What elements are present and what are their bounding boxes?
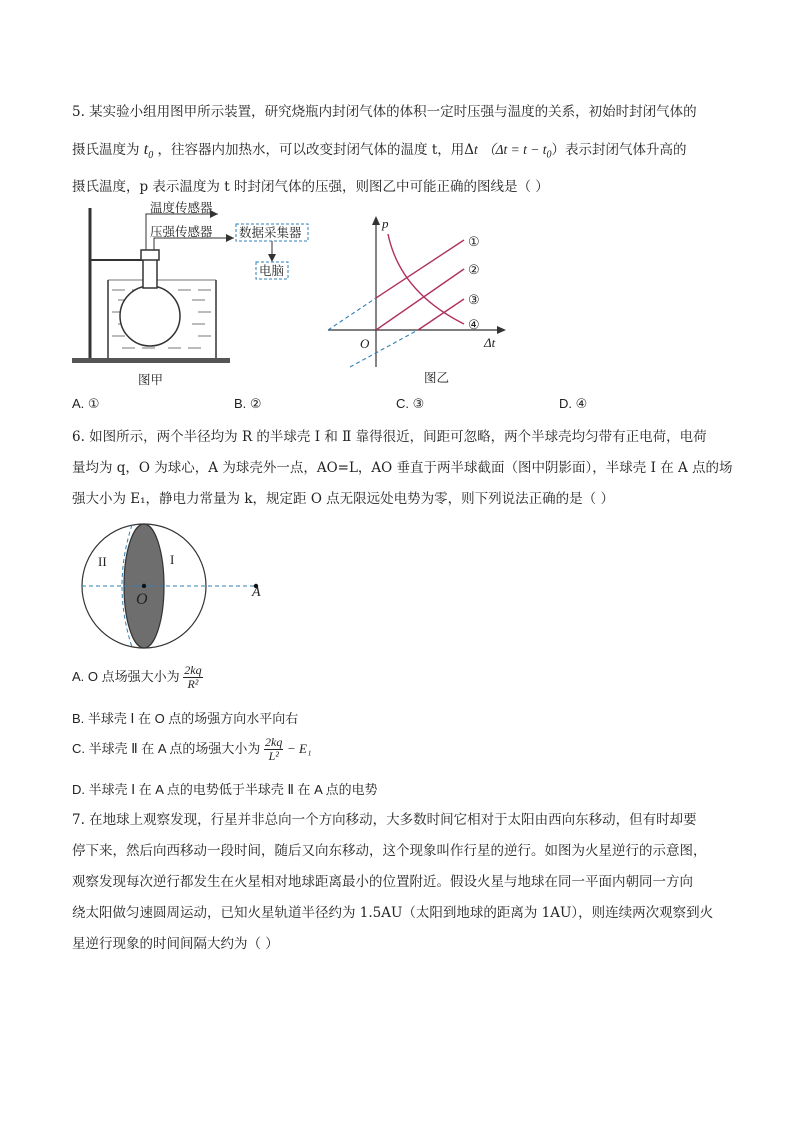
computer-label: 电脑 [259, 264, 285, 278]
label-1: ① [468, 234, 480, 249]
label-4: ④ [468, 317, 480, 332]
label-2: ② [468, 262, 480, 277]
q7-line-4: 绕太阳做匀速圆周运动，已知火星轨道半径约为 1.5AU（太阳到地球的距离为 1AU），则连续两次观察到火 [72, 905, 714, 921]
origin-label: O [360, 336, 370, 351]
q7-line-5: 星逆行现象的时间间隔大约为（ ） [72, 936, 279, 952]
collector-label: 数据采集器 [239, 226, 302, 240]
q6-option-d[interactable]: D. 半球壳 Ⅰ 在 A 点的电势低于半球壳 Ⅱ 在 A 点的电势 [72, 782, 378, 797]
q6-option-b[interactable]: B. 半球壳 Ⅰ 在 O 点的场强方向水平向右 [72, 711, 299, 726]
label-I: I [170, 552, 175, 567]
q5-line-3: 摄氏温度，p 表示温度为 t 时封闭气体的压强，则图乙中可能正确的图线是（ ） [72, 179, 549, 195]
line-3 [418, 299, 464, 330]
q5-option-c[interactable]: C. ③ [396, 396, 425, 411]
q5-line-2d: ）表示封闭气体升高的 [551, 142, 687, 158]
label-II: II [98, 554, 107, 569]
q5-option-a[interactable]: A. ① [72, 396, 100, 411]
figure-yi [320, 212, 520, 392]
q5-line-2a: 摄氏温度为 [72, 142, 140, 158]
label-O: O [136, 591, 148, 608]
q6-option-c[interactable]: C. 半球壳 Ⅱ 在 A 点的场强大小为 $\frac{2kq}{\text{L²}}$ − E₁ [72, 735, 312, 763]
label-A: A [252, 585, 261, 600]
line-2 [376, 269, 464, 330]
q7-line-3: 观察发现每次逆行都发生在火星相对地球距离最小的位置附近。假设火星与地球在同一平面内朝同一方向 [72, 874, 693, 890]
p-axis-label: p [382, 216, 389, 231]
q5-line-2b: ，往容器内加热水，可以改变封闭气体的温度 t，用Δ [157, 142, 475, 158]
q6-line-2: 量均为 q，O 为球心，A 为球壳外一点，AO=L，AO 垂直于两半球截面（图中阴影面），半球壳 Ⅰ 在 A 点的场 [72, 460, 733, 476]
t0-symbol: $t_0$ [143, 141, 154, 162]
figure-jia-caption: 图甲 [138, 373, 164, 387]
q5-line-1: 5. 某实验小组用图甲所示装置，研究烧瓶内封闭气体的体积一定时压强与温度的关系，初始时封闭气体的 [72, 104, 697, 120]
delta-t-axis-label: Δt [484, 335, 496, 350]
q5-line-2: 摄氏温度为 $t_0$ ，往容器内加热水，可以改变封闭气体的温度 t，用Δt $(\Delta t = t - t_0)$表示封闭气体升高的 [72, 141, 687, 162]
figure-yi-caption: 图乙 [424, 371, 450, 385]
q6-line-3: 强大小为 E₁，静电力常量为 k，规定距 O 点无限远处电势为零，则下列说法正确的是（ ） [72, 491, 614, 507]
line-1 [376, 240, 464, 298]
q5-option-b[interactable]: B. ② [234, 396, 262, 411]
q6-option-a[interactable]: A. O 点场强大小为 $\frac{2kq}{\text{R²}}$ [72, 663, 202, 691]
hemisphere-figure [72, 520, 282, 655]
temp-sensor-label: 温度传感器 [150, 201, 213, 215]
label-3: ③ [468, 292, 480, 307]
q6-line-1: 6. 如图所示，两个半径均为 R 的半球壳 Ⅰ 和 Ⅱ 靠得很近，间距可忽略，两个半球壳均匀带有正电荷，电荷 [72, 429, 707, 445]
q7-line-1: 7. 在地球上观察发现，行星并非总向一个方向移动，大多数时间它相对于太阳由西向东移动，但有时却要 [72, 812, 697, 828]
pressure-sensor-label: 压强传感器 [150, 225, 213, 239]
q5-option-d[interactable]: D. ④ [559, 396, 588, 411]
q7-line-2: 停下来，然后向西移动一段时间，随后又向东移动，这个现象叫作行星的逆行。如图为火星逆行的示意图， [72, 843, 707, 859]
figure-jia [70, 200, 320, 390]
delta-t-formula: （$\Delta t = t - t_0$ [482, 142, 552, 161]
